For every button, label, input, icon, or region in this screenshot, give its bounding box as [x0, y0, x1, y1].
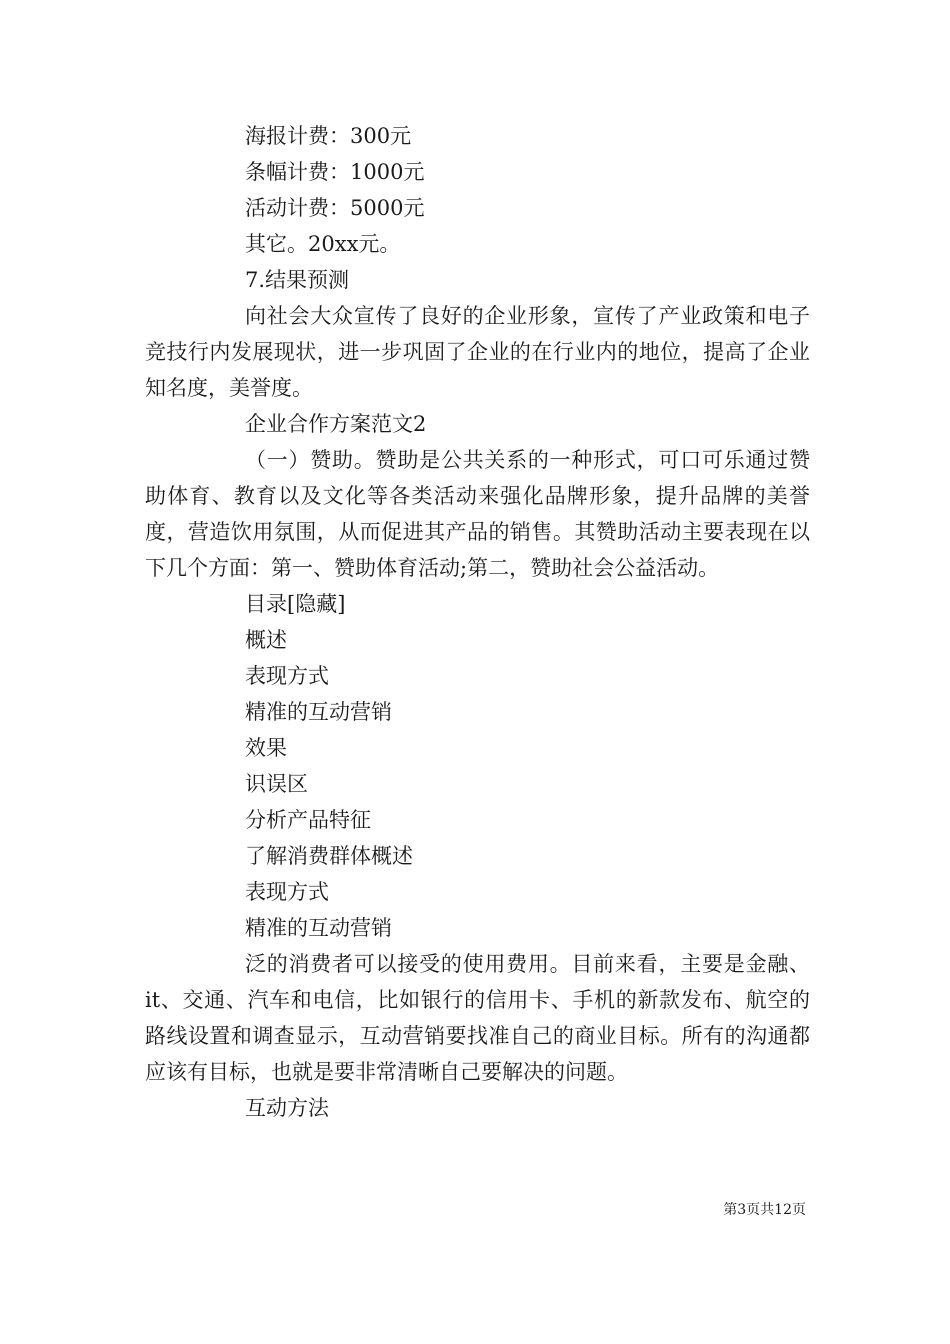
document-body: [145, 118, 810, 1126]
toc-item: 表现方式: [245, 664, 329, 688]
toc-item: 了解消费群体概述: [245, 844, 413, 868]
page-number: 第3页共12页: [723, 1202, 806, 1218]
section-heading-interaction: 互动方法: [245, 1096, 329, 1120]
section-heading-result: 7.结果预测: [245, 268, 350, 292]
toc-item: 分析产品特征: [245, 808, 371, 832]
paragraph-sponsor: （一）赞助。赞助是公共关系的一种形式，可口可乐通过赞助体育、教育以及文化等各类活动来强化品牌形象，提升品牌的美誉度，营造饮用氛围，从而促进其产品的销售。其赞助活动主要表现在以下几个方面：第一、赞助体育活动;第二，赞助社会公益活动。: [145, 448, 810, 580]
toc-item: 精准的互动营销: [245, 700, 392, 724]
cost-banner: 条幅计费：1000元: [245, 160, 425, 184]
cost-activity: 活动计费：5000元: [245, 196, 425, 220]
document-heading-2: 企业合作方案范文2: [245, 412, 427, 436]
toc-item: 识误区: [245, 772, 308, 796]
toc-item: 表现方式: [245, 880, 329, 904]
paragraph-consumer: 泛的消费者可以接受的使用费用。目前来看，主要是金融、it、交通、汽车和电信，比如银行的信用卡、手机的新款发布、航空的路线设置和调查显示，互动营销要找准自己的商业目标。所有的沟通都应该有目标，也就是要非常清晰自己要解决的问题。: [145, 952, 810, 1084]
toc-title: 目录[隐藏]: [245, 592, 346, 616]
toc-item: 效果: [245, 736, 287, 760]
toc-item: 概述: [245, 628, 287, 652]
cost-poster: 海报计费：300元: [245, 124, 412, 148]
toc-item: 精准的互动营销: [245, 916, 392, 940]
paragraph-result: 向社会大众宣传了良好的企业形象，宣传了产业政策和电子竞技行内发展现状，进一步巩固了企业的在行业内的地位，提高了企业知名度，美誉度。: [145, 304, 810, 400]
cost-other: 其它。20xx元。: [245, 232, 401, 256]
